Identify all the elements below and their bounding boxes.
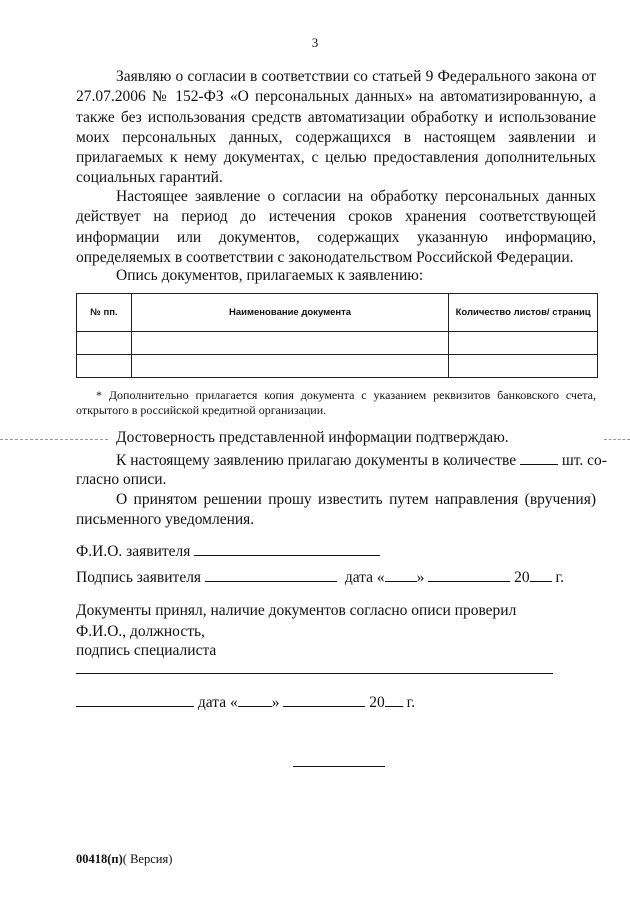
specialist-date-row: дата « » 20 г.	[76, 692, 596, 713]
specialist-details-field[interactable]	[76, 673, 553, 674]
specialist-day-field[interactable]	[238, 692, 272, 707]
applicant-name-row: Ф.И.О. заявителя	[76, 541, 596, 562]
consent-period-paragraph: Настоящее заявление о согласии на обработку персональных данных действует на период до истечения сроков хранения соответствующей информации или документов, содержащих указанную информацию, определяемых в соответствии с законодательством Российской Федерации.	[76, 188, 596, 266]
documents-table	[76, 293, 598, 378]
specialist-month-field[interactable]	[283, 692, 365, 707]
attach-statement: К настоящему заявлению прилагаю документы в количестве шт. со-	[116, 452, 607, 469]
table-row	[77, 332, 598, 355]
table-cell[interactable]	[131, 332, 448, 355]
specialist-accepted: Документы принял, наличие документов согласно описи проверил	[76, 602, 517, 619]
scan-artifact-line	[0, 439, 108, 440]
applicant-signature-field[interactable]	[205, 567, 337, 582]
applicant-day-field[interactable]	[385, 567, 417, 582]
applicant-name-field[interactable]	[194, 541, 380, 556]
inventory-title: Опись документов, прилагаемых к заявлению:	[116, 267, 424, 284]
applicant-year-field[interactable]	[530, 567, 552, 582]
table-cell[interactable]	[77, 332, 132, 355]
confirm-statement: Достоверность представленной информации подтверждаю.	[116, 429, 509, 446]
notify-paragraph: О принятом решении прошу известить путем направления (вручения) письменного уведомления.	[76, 491, 596, 529]
table-cell[interactable]	[77, 355, 132, 378]
applicant-signature-row: Подпись заявителя дата « » 20 г.	[76, 569, 565, 586]
table-cell[interactable]	[131, 355, 448, 378]
footnote: * Дополнительно прилагается копия документа с указанием реквизитов банковского счета, открытого в российской кредитной организации.	[76, 388, 596, 417]
specialist-fio-position: Ф.И.О., должность,	[76, 623, 205, 640]
consent-law-paragraph: Заявляю о согласии в соответствии со статьей 9 Федерального закона от 27.07.2006 № 152-ФЗ «О персональных данных» на автоматизированную, а также без использования средств автоматизации обработку и использование моих персональных данных, содержащихся в настоящем заявлении и прилагаемых к нему документах, с целью предоставления дополнительных социальных гарантий.	[76, 68, 596, 187]
table-cell[interactable]	[449, 332, 598, 355]
applicant-month-field[interactable]	[428, 567, 510, 582]
col-number-header: № пп.	[77, 294, 132, 332]
separator-line	[293, 766, 385, 767]
col-document-name-header: Наименование документа	[131, 294, 448, 332]
specialist-signature-label: подпись специалиста	[76, 642, 217, 659]
specialist-year-field[interactable]	[385, 692, 403, 707]
col-sheets-count-header: Количество листов/ страниц	[449, 294, 598, 332]
table-header-row	[77, 294, 598, 332]
table-row	[77, 355, 598, 378]
documents-count-field[interactable]	[520, 450, 558, 465]
page-number: 3	[311, 35, 319, 50]
specialist-signature-field[interactable]	[76, 692, 194, 707]
version-label: 00418(п)( Версия)	[76, 852, 173, 866]
scan-artifact-line	[604, 439, 630, 440]
table-cell[interactable]	[449, 355, 598, 378]
attach-statement-continued: гласно описи.	[76, 471, 167, 488]
